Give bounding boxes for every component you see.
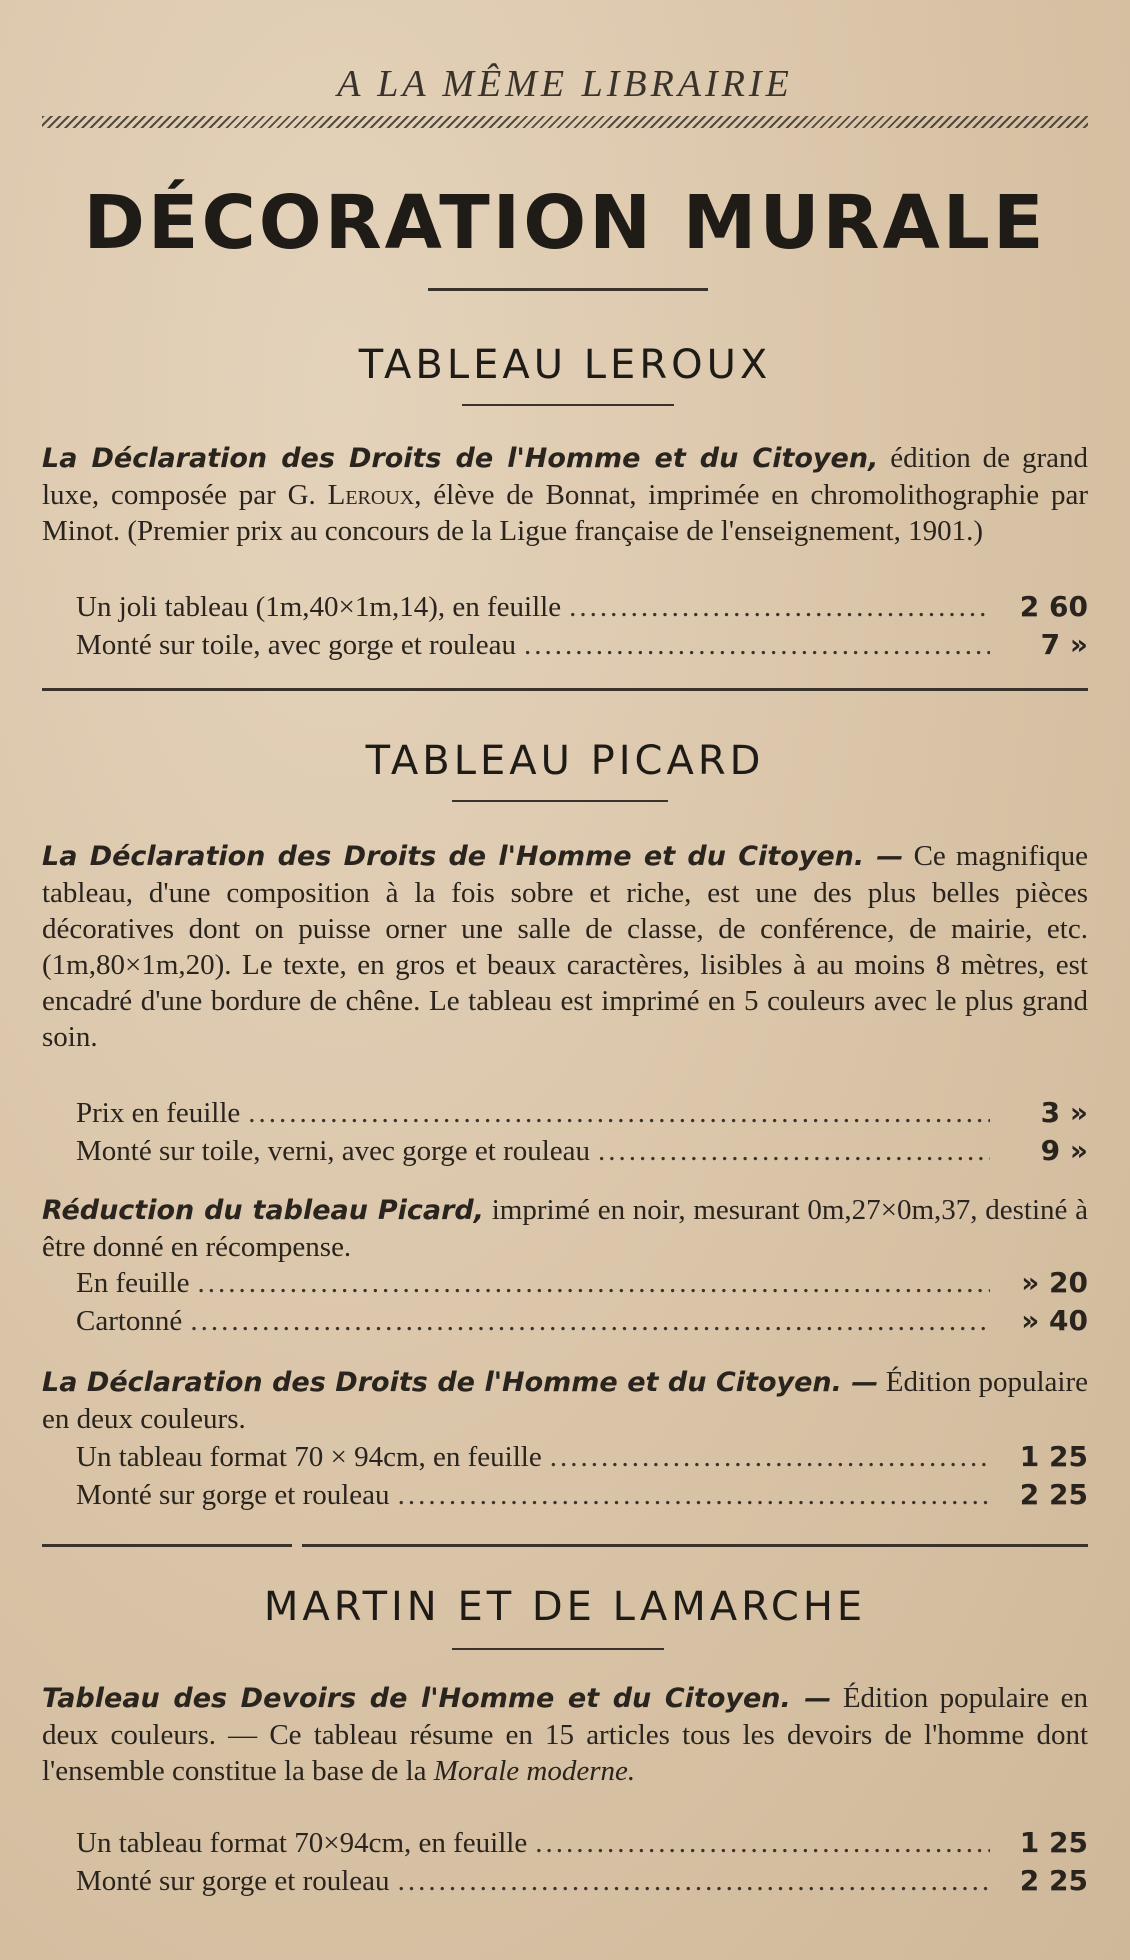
leader-dots: [535, 1827, 990, 1860]
item-text: imprimé en noir, mesurant 0m,27×0m,37, destiné à être donné en récompense.: [42, 1194, 1089, 1263]
price-label: Monté sur gorge et rouleau: [76, 1479, 390, 1511]
leader-dots: [190, 1305, 990, 1338]
item-lead: La Déclaration des Droits de l'Homme et du Citoyen. —: [42, 1367, 879, 1398]
price-line: [76, 1440, 1088, 1476]
section-rule: [462, 404, 674, 406]
item-text-italic: Morale moderne.: [433, 1755, 636, 1787]
leroux-description: [42, 440, 1088, 549]
price-value: 3 »: [1040, 1096, 1088, 1129]
item-lead: Réduction du tableau Picard,: [42, 1195, 485, 1226]
item-text: édition de grand luxe, composée par G.: [42, 442, 1088, 511]
price-line: [76, 590, 1088, 626]
price-value: » 40: [1021, 1304, 1088, 1337]
leader-dots: [598, 1135, 990, 1168]
price-line: [76, 1096, 1088, 1132]
price-value: 7 »: [1040, 628, 1088, 661]
price-line: [76, 1304, 1088, 1340]
price-label: Cartonné: [76, 1305, 183, 1337]
leader-dots: [248, 1097, 990, 1130]
leader-dots: [398, 1479, 990, 1512]
leader-dots: [550, 1441, 990, 1474]
price-label: Un joli tableau (1m,40×1m,14), en feuille: [76, 591, 562, 623]
leader-dots: [398, 1865, 990, 1898]
price-label: En feuille: [76, 1267, 190, 1299]
price-value: 2 25: [1019, 1478, 1088, 1511]
leader-dots: [198, 1267, 990, 1300]
price-line: [76, 1478, 1088, 1514]
price-line: [76, 1864, 1088, 1900]
section-heading-leroux: TABLEAU LEROUX: [358, 342, 772, 388]
title-rule: [428, 288, 708, 291]
section-heading-martin: MARTIN ET DE LAMARCHE: [263, 1584, 867, 1630]
popular-edition-description: [42, 1364, 1088, 1437]
price-label: Un tableau format 70 × 94cm, en feuille: [76, 1441, 542, 1473]
item-lead: La Déclaration des Droits de l'Homme et du Citoyen. —: [42, 841, 904, 872]
section-rule: [452, 1648, 664, 1650]
price-label: Monté sur toile, verni, avec gorge et rouleau: [76, 1135, 591, 1167]
price-label: Prix en feuille: [76, 1097, 241, 1129]
item-text: Ce magnifique tableau, d'une composition à la fois sobre et riche, est une des plus belles pièces décoratives dont on puisse orner une salle de classe, de conférence, de mairie, etc. (1m,80×1m,20). Le texte, en gros et beaux caractères, lisibles à au moins 8 mètres, est encadré d'une bordure de chêne. Le tableau est imprimé en 5 couleurs avec le plus grand soin.: [42, 840, 1088, 1053]
item-lead: La Déclaration des Droits de l'Homme et du Citoyen,: [42, 443, 879, 474]
price-line: [76, 1826, 1088, 1862]
price-value: 2 25: [1019, 1864, 1088, 1897]
price-label: Un tableau format 70×94cm, en feuille: [76, 1827, 528, 1859]
section-divider: [42, 688, 1088, 691]
page-title: DÉCORATION MURALE: [83, 180, 1047, 266]
section-divider: [42, 1544, 292, 1547]
price-value: 1 25: [1019, 1440, 1088, 1473]
section-divider: [302, 1544, 1088, 1547]
devoirs-description: [42, 1680, 1088, 1789]
leader-dots: [524, 629, 990, 662]
item-text: Édition populaire en deux couleurs.: [42, 1366, 1089, 1435]
picard-description: [42, 838, 1088, 1055]
price-label: Monté sur toile, avec gorge et rouleau: [76, 629, 516, 661]
running-head: A LA MÊME LIBRAIRIE: [337, 63, 793, 105]
leader-dots: [569, 591, 990, 624]
price-label: Monté sur gorge et rouleau: [76, 1865, 390, 1897]
item-lead: Tableau des Devoirs de l'Homme et du Citoyen. —: [42, 1683, 832, 1714]
author-name: Leroux: [327, 479, 415, 511]
item-text: , élève de Bonnat, imprimée en chromolithographie par Minot. (Premier prix au concours de la Ligue française de l'enseignement, 1901.): [42, 479, 1089, 547]
price-line: [76, 628, 1088, 664]
price-value: » 20: [1021, 1266, 1088, 1299]
price-line: [76, 1266, 1088, 1302]
reduction-description: [42, 1192, 1088, 1265]
wavy-rule: [42, 116, 1088, 128]
section-heading-picard: TABLEAU PICARD: [365, 738, 765, 784]
price-value: 1 25: [1019, 1826, 1088, 1859]
price-value: 9 »: [1040, 1134, 1088, 1167]
price-line: [76, 1134, 1088, 1170]
price-value: 2 60: [1019, 590, 1088, 623]
item-text: Édition populaire en deux couleurs. — Ce tableau résume en 15 articles tous les devoirs de l'homme dont l'ensemble constitue la base de la: [42, 1682, 1088, 1787]
section-rule: [452, 800, 668, 802]
